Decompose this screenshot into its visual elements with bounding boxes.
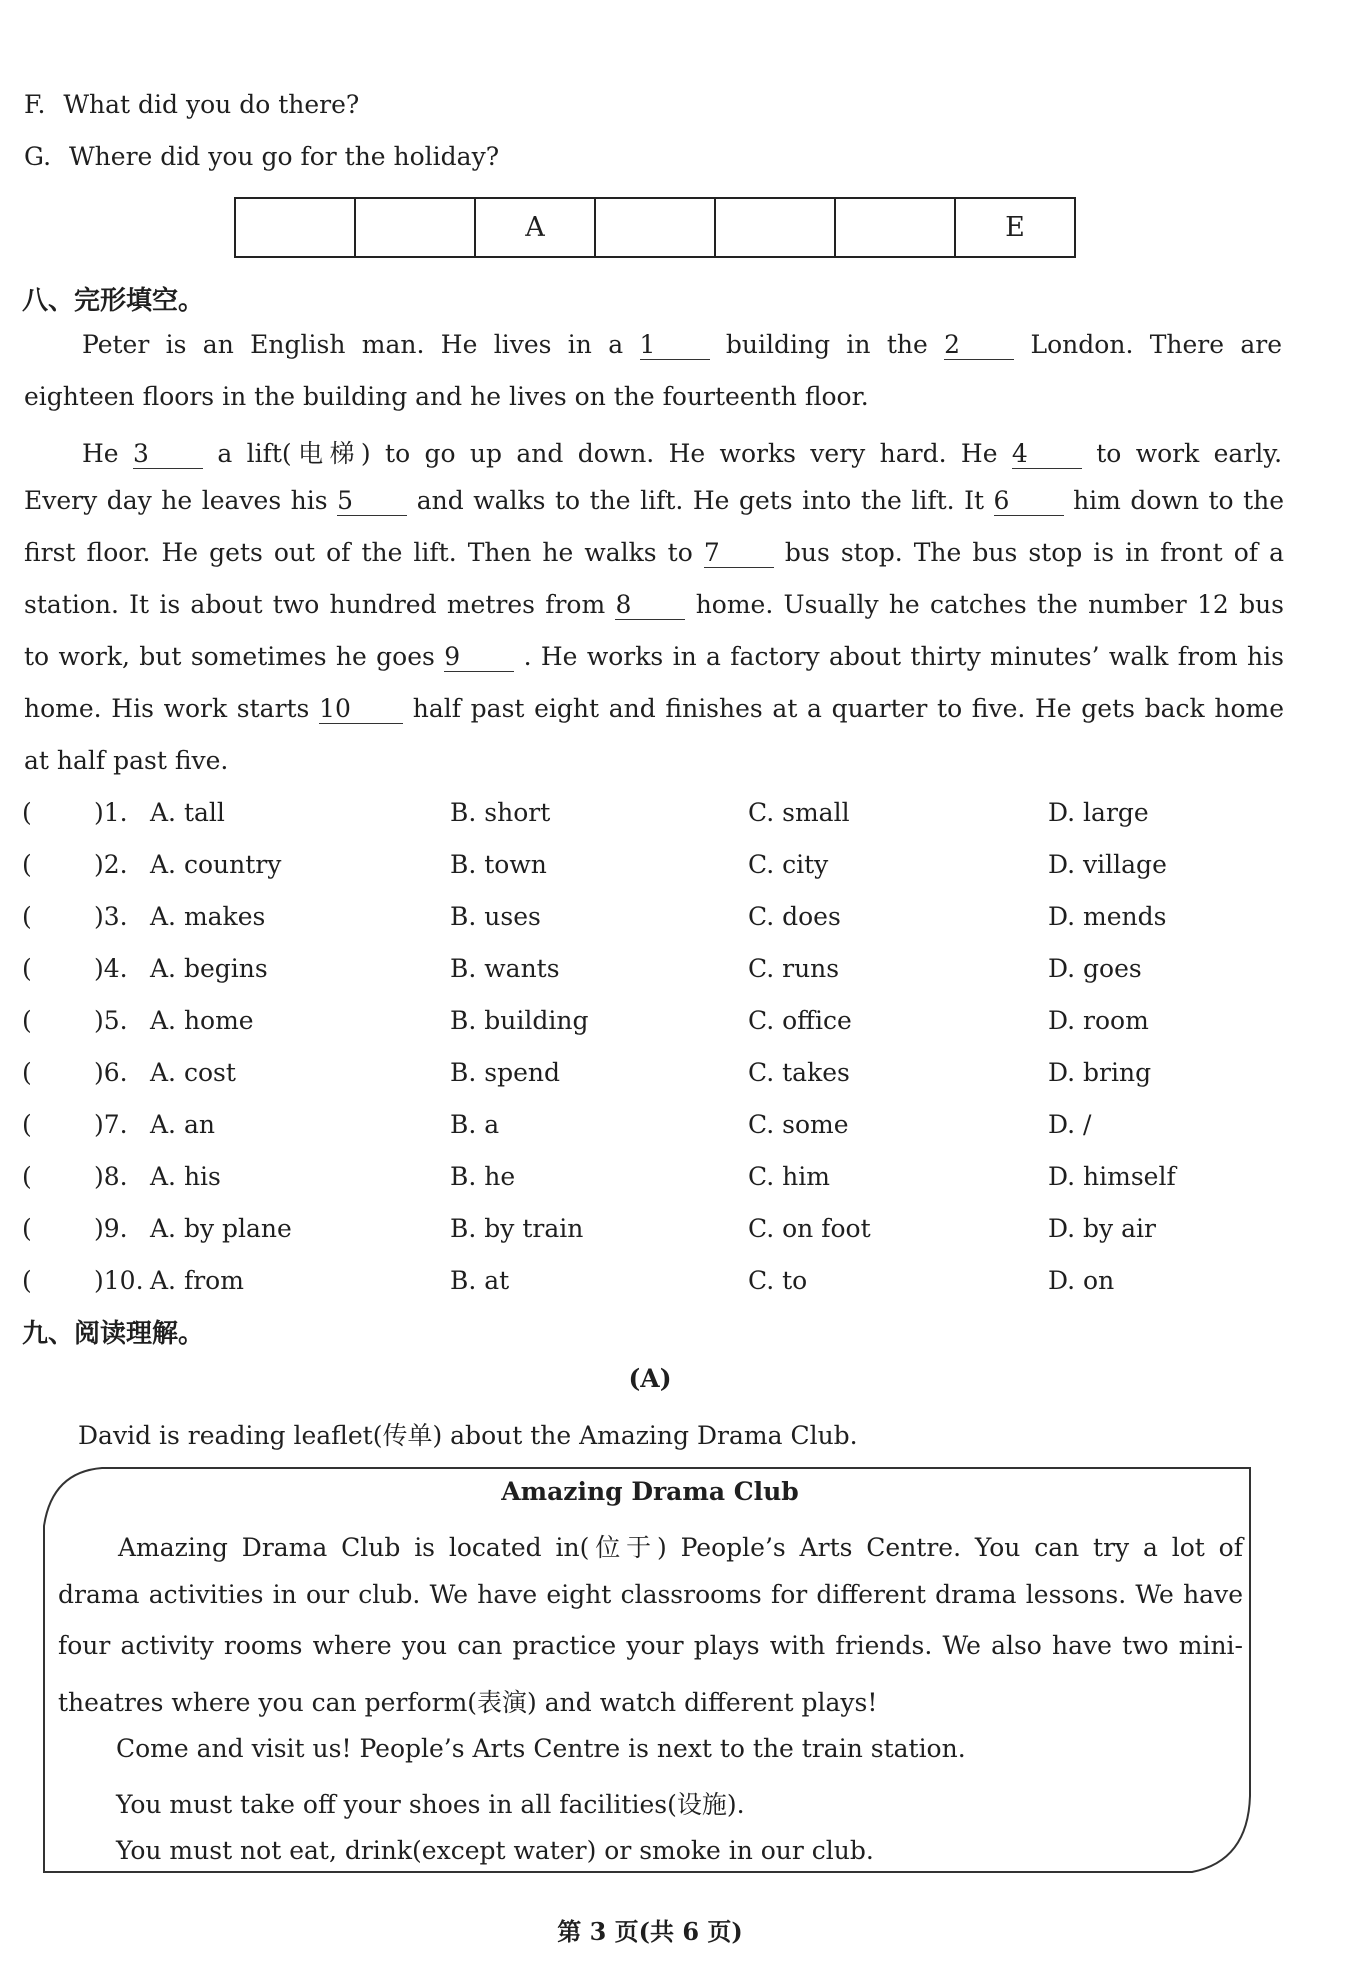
question-number: )8.: [94, 1162, 128, 1191]
choice-b[interactable]: B. at: [450, 1266, 510, 1295]
question-row: [22, 1214, 1302, 1254]
choice-c[interactable]: C. to: [748, 1266, 808, 1295]
question-row: [22, 902, 1302, 942]
answer-bracket[interactable]: (: [22, 1214, 32, 1243]
answer-bracket[interactable]: (: [22, 902, 32, 931]
question-number: )5.: [94, 1006, 128, 1035]
option-f: [24, 90, 359, 119]
choice-d[interactable]: D. large: [1048, 798, 1149, 827]
choice-d[interactable]: D. by air: [1048, 1214, 1156, 1243]
leaflet-line: You must not eat, drink(except water) or smoke in our club.: [116, 1836, 874, 1865]
question-row: [22, 1110, 1302, 1150]
answer-bracket[interactable]: (: [22, 850, 32, 879]
blank-10[interactable]: 10: [319, 695, 403, 724]
choice-c[interactable]: C. office: [748, 1006, 852, 1035]
choice-b[interactable]: B. wants: [450, 954, 560, 983]
question-row: [22, 850, 1302, 890]
passage-line: Every day he leaves his 5 and walks to the lift. He gets into the lift. It 6 him down to the: [24, 486, 1285, 515]
question-row: [22, 1266, 1302, 1306]
blank-5[interactable]: 5: [337, 487, 407, 516]
choice-b[interactable]: B. spend: [450, 1058, 560, 1087]
question-number: )2.: [94, 850, 128, 879]
question-number: )4.: [94, 954, 128, 983]
choice-d[interactable]: D. bring: [1048, 1058, 1152, 1087]
choice-a[interactable]: A. makes: [150, 902, 266, 931]
question-number: )10.: [94, 1266, 144, 1295]
option-g: [24, 142, 499, 171]
answer-cell[interactable]: [595, 198, 715, 257]
answer-cell[interactable]: E: [955, 198, 1075, 257]
blank-3[interactable]: 3: [133, 440, 203, 469]
choice-a[interactable]: A. begins: [150, 954, 268, 983]
choice-b[interactable]: B. short: [450, 798, 551, 827]
question-row: [22, 1162, 1302, 1202]
blank-4[interactable]: 4: [1012, 440, 1082, 469]
blank-1[interactable]: 1: [640, 331, 710, 360]
passage-line: Peter is an English man. He lives in a 1 building in the 2 London. There are: [82, 330, 1283, 359]
option-text: Where did you go for the holiday?: [68, 142, 500, 171]
choice-c[interactable]: C. does: [748, 902, 841, 931]
option-key: F.: [24, 90, 46, 119]
answer-bracket[interactable]: (: [22, 1266, 32, 1295]
choice-d[interactable]: D. goes: [1048, 954, 1142, 983]
choice-d[interactable]: D. room: [1048, 1006, 1149, 1035]
answer-table: [234, 197, 1076, 258]
blank-9[interactable]: 9: [444, 643, 514, 672]
passage-line: at half past five.: [24, 746, 229, 775]
answer-bracket[interactable]: (: [22, 954, 32, 983]
leaflet-line: four activity rooms where you can practice your plays with friends. We also have two mini-: [58, 1631, 1243, 1660]
option-key: G.: [24, 142, 52, 171]
answer-bracket[interactable]: (: [22, 1006, 32, 1035]
page-footer: 第 3 页(共 6 页): [557, 1917, 743, 1946]
choice-c[interactable]: C. takes: [748, 1058, 850, 1087]
answer-cell[interactable]: A: [475, 198, 595, 257]
choice-b[interactable]: B. building: [450, 1006, 589, 1035]
question-row: [22, 954, 1302, 994]
answer-bracket[interactable]: (: [22, 1110, 32, 1139]
answer-bracket[interactable]: (: [22, 798, 32, 827]
blank-8[interactable]: 8: [615, 591, 685, 620]
section-9-title: 九、阅读理解。: [22, 1319, 205, 1349]
leaflet-line: theatres where you can perform(表演) and watch different plays!: [58, 1688, 878, 1717]
choice-b[interactable]: B. by train: [450, 1214, 584, 1243]
question-number: )1.: [94, 798, 128, 827]
question-number: )9.: [94, 1214, 128, 1243]
choice-d[interactable]: D. himself: [1048, 1162, 1176, 1191]
choice-a[interactable]: A. home: [150, 1006, 254, 1035]
leaflet-line: Amazing Drama Club is located in(位于) People’s Arts Centre. You can try a lot of: [118, 1533, 1243, 1562]
answer-cell[interactable]: [355, 198, 475, 257]
choice-d[interactable]: D. on: [1048, 1266, 1115, 1295]
choice-c[interactable]: C. some: [748, 1110, 849, 1139]
question-row: [22, 798, 1302, 838]
answer-cell[interactable]: [715, 198, 835, 257]
passage-line: He 3 a lift(电梯) to go up and down. He works very hard. He 4 to work early.: [82, 439, 1283, 468]
blank-2[interactable]: 2: [944, 331, 1014, 360]
choice-b[interactable]: B. he: [450, 1162, 516, 1191]
answer-bracket[interactable]: (: [22, 1058, 32, 1087]
section-8-title: 八、完形填空。: [22, 286, 205, 316]
choice-b[interactable]: B. uses: [450, 902, 541, 931]
choice-a[interactable]: A. cost: [150, 1058, 236, 1087]
choice-d[interactable]: D. /: [1048, 1110, 1092, 1139]
choice-b[interactable]: B. town: [450, 850, 547, 879]
question-number: )3.: [94, 902, 128, 931]
question-row: [22, 1058, 1302, 1098]
leaflet-line: You must take off your shoes in all facilities(设施).: [116, 1790, 745, 1819]
question-number: )6.: [94, 1058, 128, 1087]
choice-a[interactable]: A. country: [150, 850, 282, 879]
choice-c[interactable]: C. small: [748, 798, 850, 827]
answer-bracket[interactable]: (: [22, 1162, 32, 1191]
answer-cell[interactable]: [835, 198, 955, 257]
leaflet-line: drama activities in our club. We have eight classrooms for different drama lessons. We have: [58, 1580, 1243, 1609]
passage-line: first floor. He gets out of the lift. Then he walks to 7 bus stop. The bus stop is in front of a: [24, 538, 1284, 567]
choice-c[interactable]: C. on foot: [748, 1214, 871, 1243]
reading-intro: David is reading leaflet(传单) about the Amazing Drama Club.: [78, 1421, 858, 1450]
passage-line: eighteen floors in the building and he lives on the fourteenth floor.: [24, 382, 869, 411]
choice-a[interactable]: A. an: [150, 1110, 215, 1139]
passage-line: station. It is about two hundred metres from 8 home. Usually he catches the number 12 bus: [24, 590, 1285, 619]
option-text: What did you do there?: [63, 90, 360, 119]
blank-7[interactable]: 7: [704, 539, 774, 568]
choice-d[interactable]: D. village: [1048, 850, 1167, 879]
answer-cell[interactable]: [235, 198, 355, 257]
choice-a[interactable]: A. his: [150, 1162, 221, 1191]
blank-6[interactable]: 6: [994, 487, 1064, 516]
choice-a[interactable]: A. by plane: [150, 1214, 292, 1243]
choice-d[interactable]: D. mends: [1048, 902, 1167, 931]
choice-c[interactable]: C. city: [748, 850, 829, 879]
choice-c[interactable]: C. him: [748, 1162, 830, 1191]
choice-b[interactable]: B. a: [450, 1110, 500, 1139]
question-number: )7.: [94, 1110, 128, 1139]
passage-line: to work, but sometimes he goes 9 . He works in a factory about thirty minutes’ walk from his: [24, 642, 1284, 671]
leaflet-title: Amazing Drama Club: [501, 1477, 799, 1506]
question-row: [22, 1006, 1302, 1046]
choice-a[interactable]: A. tall: [150, 798, 225, 827]
choice-c[interactable]: C. runs: [748, 954, 840, 983]
part-label: (A): [628, 1364, 672, 1393]
leaflet-line: Come and visit us! People’s Arts Centre is next to the train station.: [116, 1734, 966, 1763]
passage-line: home. His work starts 10 half past eight and finishes at a quarter to five. He gets back home: [24, 694, 1284, 723]
choice-a[interactable]: A. from: [150, 1266, 244, 1295]
